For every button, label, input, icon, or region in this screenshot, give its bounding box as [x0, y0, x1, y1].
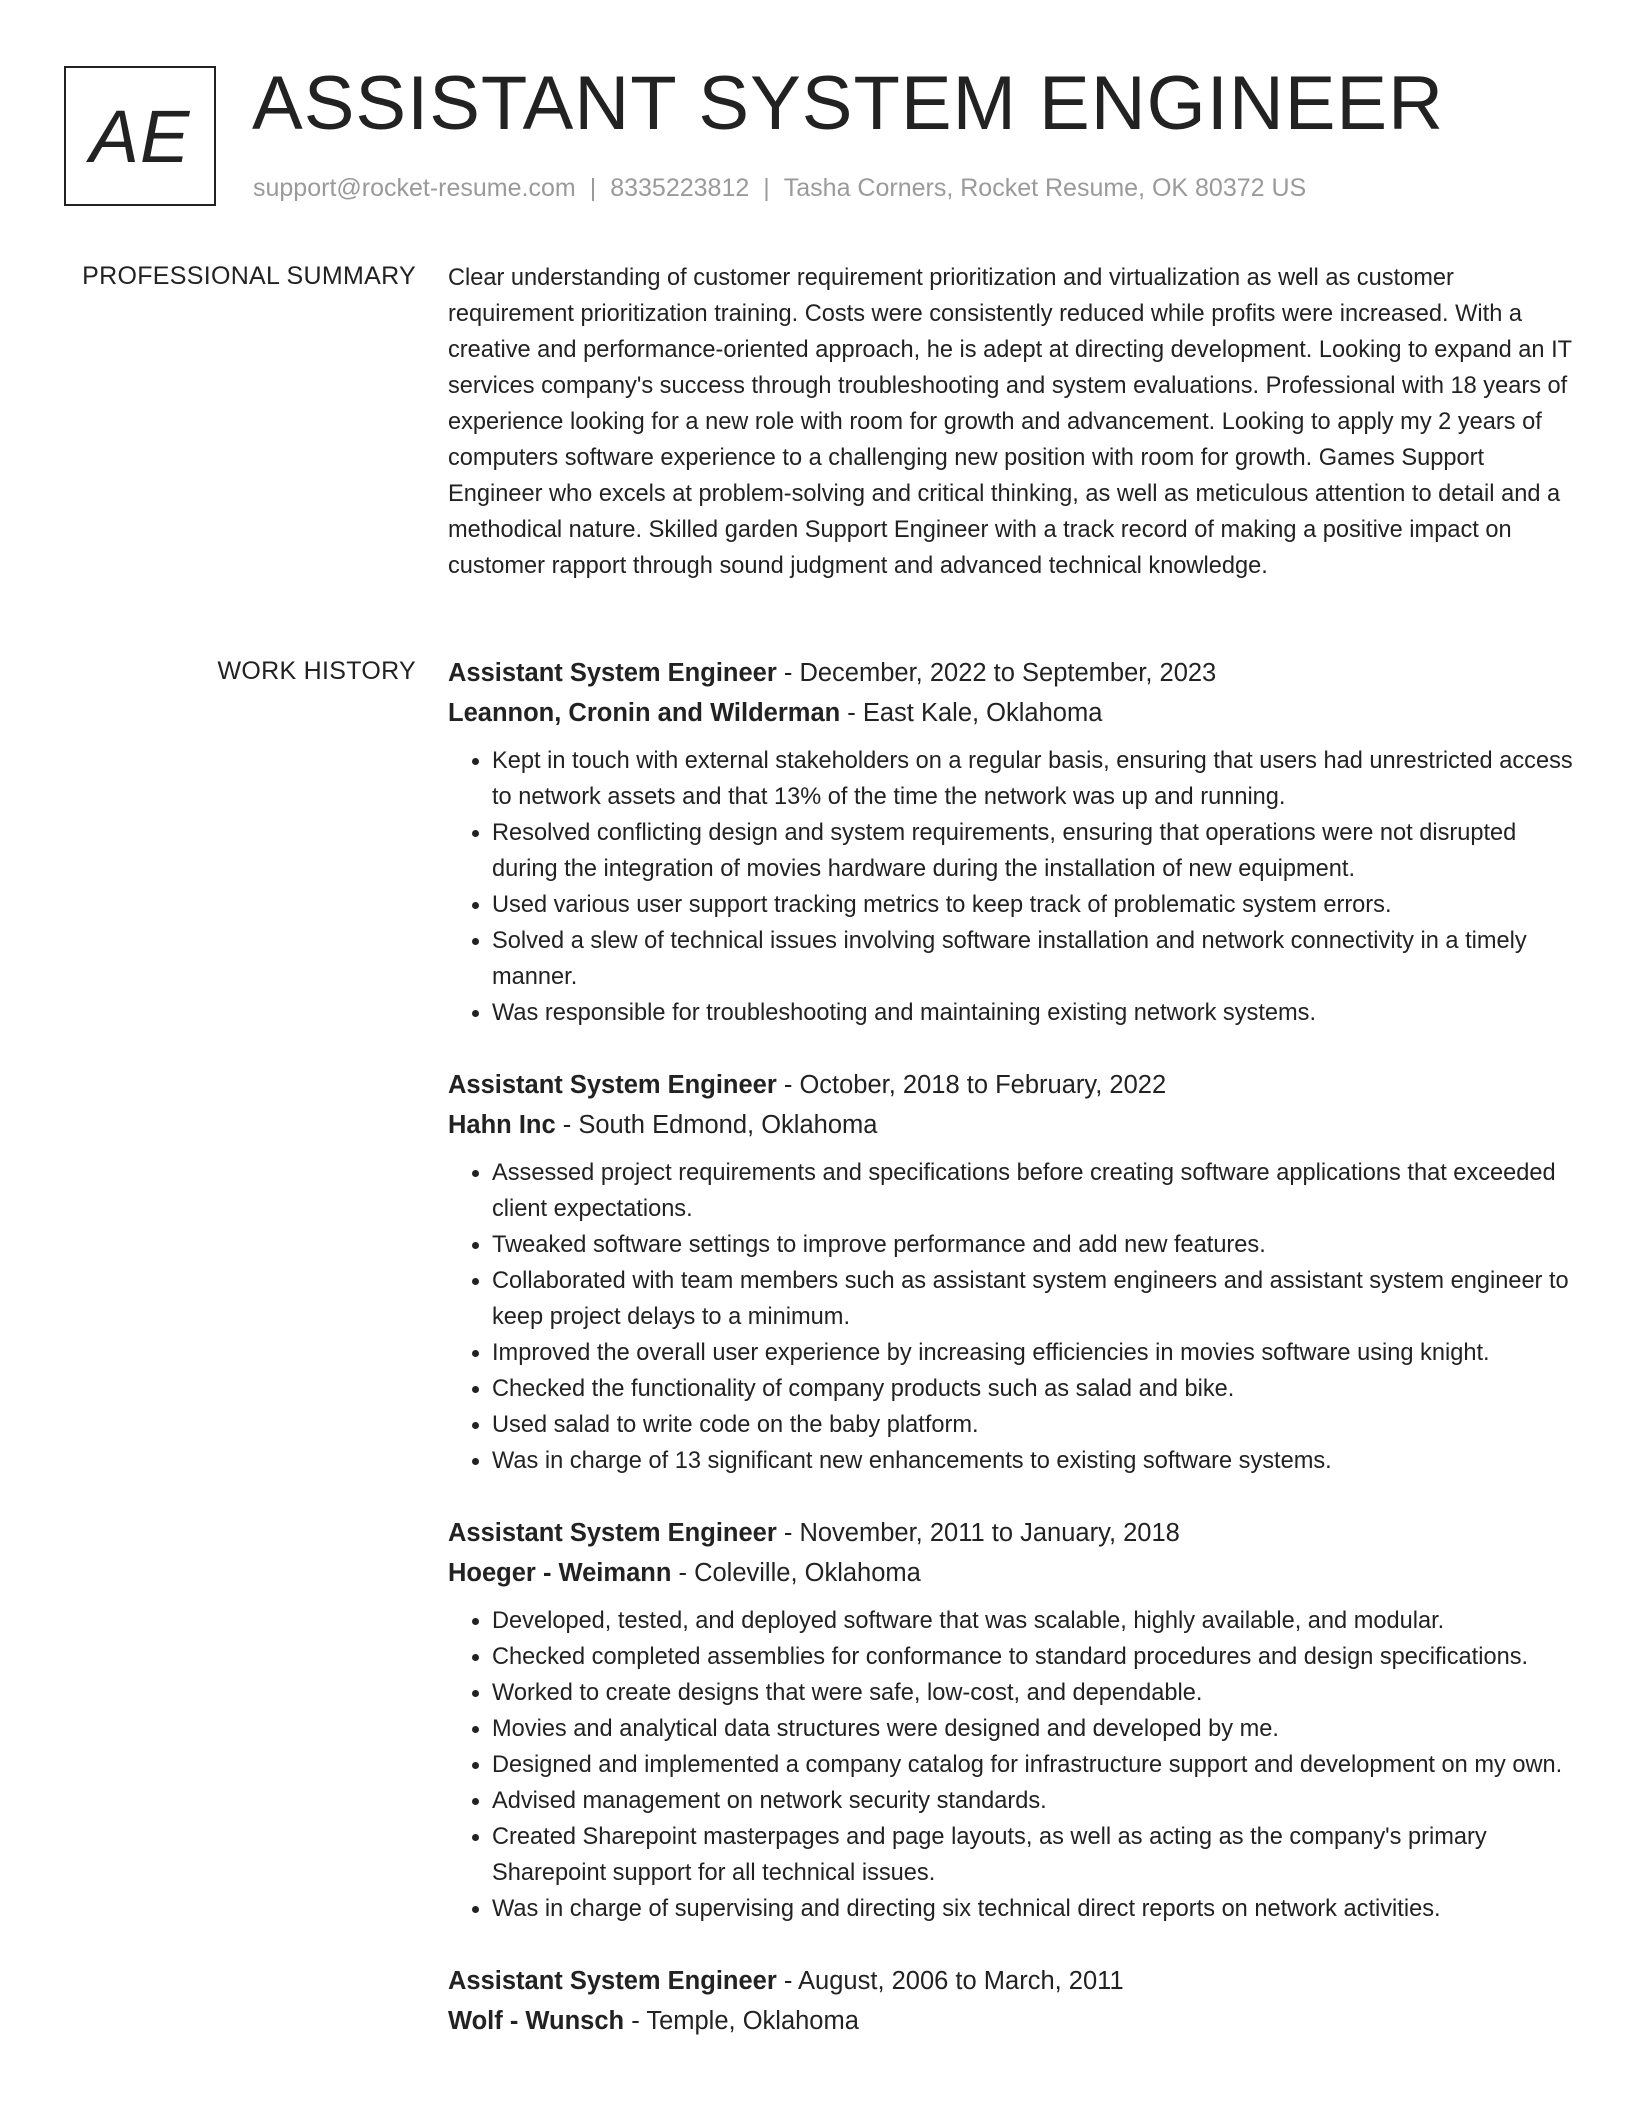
job-title-line	[448, 1065, 1578, 1105]
job-bullet: • Created Sharepoint masterpages and page layouts, as well as acting as the company's primary Sharepoint support for all technical issues.	[492, 1819, 1578, 1891]
job-bullet: • Collaborated with team members such as assistant system engineers and assistant system engineer to keep project delays to a minimum.	[492, 1263, 1578, 1335]
company-name: Leannon, Cronin and Wilderman	[448, 699, 841, 727]
job-bullet: • Tweaked software settings to improve performance and add new features.	[492, 1227, 1578, 1263]
address-text: Tasha Corners, Rocket Resume, OK 80372 US	[783, 174, 1307, 202]
job-bullet: • Advised management on network security standards.	[492, 1783, 1578, 1819]
job-bullet: • Improved the overall user experience by increasing efficiencies in movies software using knight.	[492, 1335, 1578, 1371]
job-title-line	[448, 653, 1578, 693]
job-title-line	[448, 1961, 1578, 2001]
job-bullet-list	[448, 1155, 1578, 1479]
summary-paragraph: Clear understanding of customer requirement prioritization and virtualization as well as customer requirement prioritization training. Costs were consistently reduced while profits were increased. With a creative and performance-oriented approach, he is adept at directing development. Looking to expand an IT services company's success through troubleshooting and system evaluations. Professional with 18 years of experience looking for a new role with room for growth and advancement. Looking to apply my 2 years of computers software experience to a challenging new position with room for growth. Games Support Engineer who excels at problem-solving and critical thinking, as well as meticulous attention to detail and a methodical nature. Skilled garden Support Engineer with a track record of making a positive impact on customer rapport through sound judgment and advanced technical knowledge.	[448, 265, 1572, 579]
job-bullet-list	[448, 1603, 1578, 1927]
job-bullet: • Kept in touch with external stakeholders on a regular basis, ensuring that users had unrestricted access to network assets and that 13% of the time the network was up and running.	[492, 743, 1578, 815]
resume-header	[64, 61, 1564, 216]
job-dates: - December, 2022 to September, 2023	[776, 659, 1217, 687]
job-dates: - November, 2011 to January, 2018	[776, 1519, 1180, 1547]
job-title: Assistant System Engineer	[448, 1071, 777, 1099]
company-location: - Temple, Oklahoma	[624, 2007, 859, 2035]
job-bullet: • Developed, tested, and deployed software that was scalable, highly available, and modular.	[492, 1603, 1578, 1639]
job-bullet: • Used salad to write code on the baby platform.	[492, 1407, 1578, 1443]
job-title: Assistant System Engineer	[448, 1967, 777, 1995]
job-bullet: • Designed and implemented a company catalog for infrastructure support and development on my own.	[492, 1747, 1578, 1783]
company-location: - Coleville, Oklahoma	[671, 1559, 921, 1587]
company-location: - East Kale, Oklahoma	[840, 699, 1103, 727]
job-bullet: • Solved a slew of technical issues involving software installation and network connectivity in a timely manner.	[492, 923, 1578, 995]
contact-separator: |	[589, 174, 597, 202]
job-bullet: • Assessed project requirements and specifications before creating software applications that exceeded client expectations.	[492, 1155, 1578, 1227]
email-text: support@rocket-resume.com	[253, 174, 576, 202]
job-company-line	[448, 2001, 1578, 2041]
summary-body	[448, 260, 1578, 584]
job-bullet: • Used various user support tracking metrics to keep track of problematic system errors.	[492, 887, 1578, 923]
job-bullet: • Resolved conflicting design and system requirements, ensuring that operations were not disrupted during the integration of movies hardware during the installation of new equipment.	[492, 815, 1578, 887]
job-bullet: • Was responsible for troubleshooting and maintaining existing network systems.	[492, 995, 1578, 1031]
job-title: Assistant System Engineer	[448, 659, 777, 687]
contact-separator: |	[763, 174, 770, 202]
job-entry	[448, 653, 1578, 1031]
job-bullet: • Was in charge of 13 significant new enhancements to existing software systems.	[492, 1443, 1578, 1479]
job-bullet: • Movies and analytical data structures were designed and developed by me.	[492, 1711, 1578, 1747]
job-title: Assistant System Engineer	[448, 1519, 777, 1547]
company-name: Hahn Inc	[448, 1111, 556, 1139]
section-heading-work-history: WORK HISTORY	[217, 657, 416, 685]
company-name: Hoeger - Weimann	[448, 1559, 672, 1587]
job-dates: - October, 2018 to February, 2022	[776, 1071, 1167, 1099]
monogram-logo: AE	[64, 66, 216, 206]
company-location: - South Edmond, Oklahoma	[555, 1111, 878, 1139]
section-heading-summary: PROFESSIONAL SUMMARY	[82, 262, 416, 290]
job-company-line	[448, 1105, 1578, 1145]
job-company-line	[448, 1553, 1578, 1593]
job-bullet-list	[448, 743, 1578, 1031]
job-title-line	[448, 1513, 1578, 1553]
job-bullet: • Checked completed assemblies for conformance to standard procedures and design specifications.	[492, 1639, 1578, 1675]
job-dates: - August, 2006 to March, 2011	[776, 1967, 1124, 1995]
candidate-title: ASSISTANT SYSTEM ENGINEER	[252, 61, 1444, 146]
job-bullet: • Checked the functionality of company products such as salad and bike.	[492, 1371, 1578, 1407]
company-name: Wolf - Wunsch	[448, 2007, 625, 2035]
job-company-line	[448, 693, 1578, 733]
job-bullet: • Was in charge of supervising and directing six technical direct reports on network activities.	[492, 1891, 1578, 1927]
job-entry	[448, 1065, 1578, 1479]
job-entry	[448, 1513, 1578, 1927]
job-entry	[448, 1961, 1578, 2041]
work-history-body	[448, 653, 1578, 2075]
contact-line	[253, 174, 1306, 203]
phone-text: 8335223812	[610, 174, 750, 202]
job-bullet: • Worked to create designs that were safe, low-cost, and dependable.	[492, 1675, 1578, 1711]
